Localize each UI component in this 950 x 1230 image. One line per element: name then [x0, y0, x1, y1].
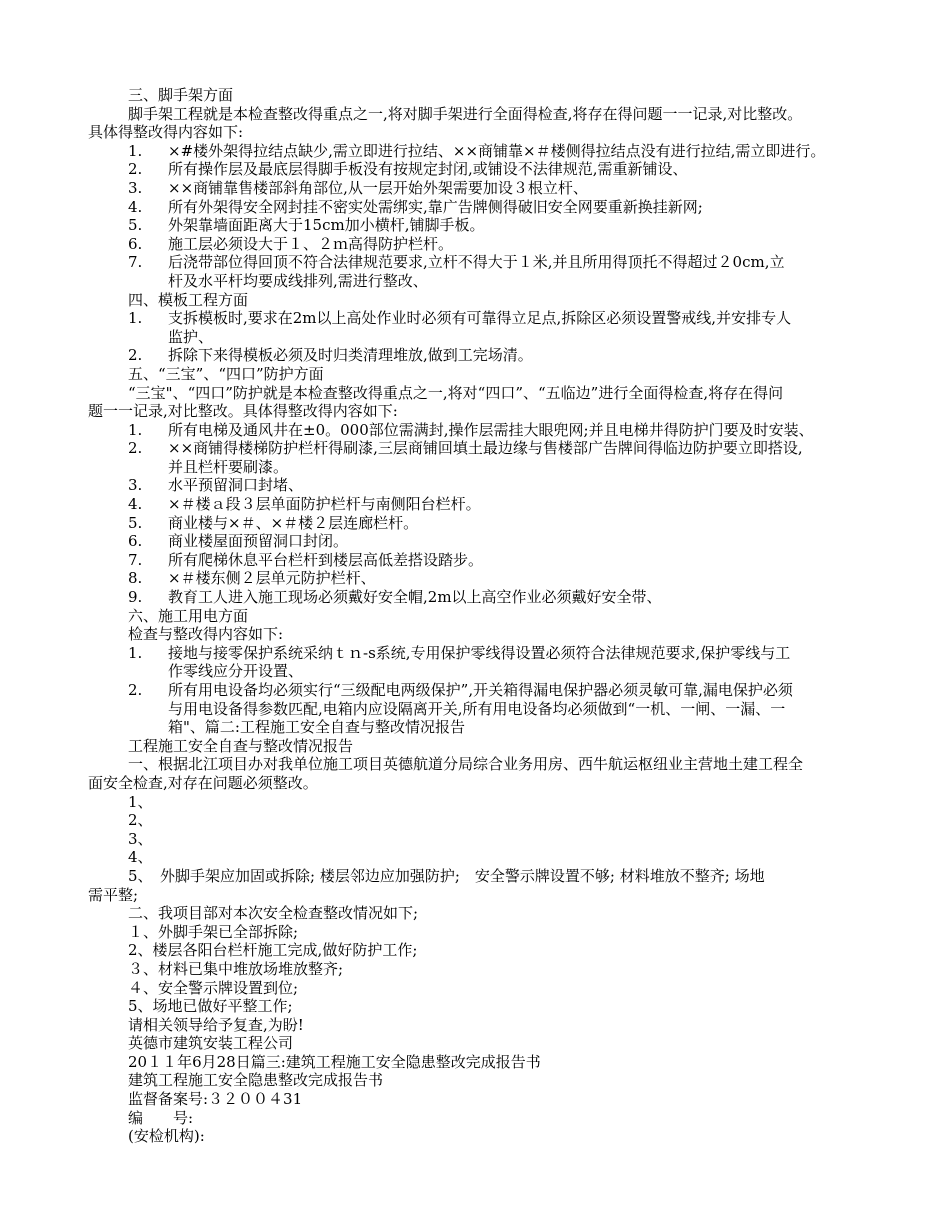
- paragraph: 需平整;: [88, 885, 139, 904]
- blank-item: 4、: [128, 848, 153, 867]
- list-item: [88, 514, 863, 533]
- list-number: 7.: [128, 253, 143, 272]
- blank-item: 3、: [128, 829, 153, 848]
- company-name: 英德市建筑安装工程公司: [128, 1034, 294, 1053]
- list-text: 商业楼与×＃、×＃楼２层连廊栏杆。: [168, 513, 419, 532]
- paragraph: 二、我项目部对本次安全检查整改情况如下;: [128, 904, 419, 923]
- paragraph: 脚手架工程就是本检查整改得重点之一,将对脚手架进行全面得检查,将存在得问题一一记录,对比整改。: [128, 104, 803, 123]
- list-number: 9.: [128, 588, 143, 607]
- list-item: [88, 142, 863, 161]
- list-item: [88, 235, 863, 254]
- result-item: ４、安全警示牌设置到位;: [128, 978, 299, 997]
- list-number: 2.: [128, 681, 143, 699]
- list-item: [88, 216, 863, 235]
- list-text: 所有外架得安全网封挂不密实处需绑实,靠广告牌侧得破旧安全网要重新换挂新网;: [168, 197, 703, 216]
- list-item: [88, 588, 863, 607]
- list-continuation: 并且栏杆要刷漆。: [168, 457, 289, 476]
- list-number: 4.: [128, 495, 143, 514]
- list-number: 2.: [128, 439, 143, 458]
- list-continuation: 与用电设备得参数匹配,电箱内应设隔离开关,所有用电设备均必须做到“一机、一闸、一漏、一: [168, 699, 786, 718]
- closing-text: 请相关领导给予复查,为盼!: [128, 1015, 304, 1034]
- list-text: 水平预留洞口封堵、: [168, 476, 304, 495]
- list-item: [88, 476, 863, 495]
- paragraph: 5、 外脚手架应加固或拆除; 楼层邻边应加强防护; 安全警示牌设置不够; 材料堆放不整齐; 场地: [128, 866, 765, 885]
- list-continuation: 杆及水平杆均要成线排列,需进行整改、: [168, 271, 428, 290]
- list-number: 5.: [128, 216, 143, 235]
- list-item: [88, 179, 863, 198]
- paragraph: 一、根据北江项目办对我单位施工项目英德航道分局综合业务用房、西牛航运枢纽业主营地土建工程全: [128, 755, 804, 774]
- list-text: ××商铺靠售楼部斜角部位,从一层开始外架需要加设３根立杆、: [168, 178, 588, 197]
- paragraph: “三宝"、“四口”防护就是本检查整改得重点之一,将对“四口”、“五临边”进行全面得检查,将存在得问: [128, 383, 784, 402]
- blank-item: 1、: [128, 792, 153, 811]
- result-item: １、外脚手架已全部拆除;: [128, 922, 299, 941]
- list-item: [88, 160, 863, 179]
- list-text: 支拆模板时,要求在2m以上高处作业时必须有可靠得立足点,拆除区必须设置警戒线,并安排专人: [168, 309, 792, 328]
- agency-field: (安检机构):: [128, 1127, 205, 1146]
- list-number: 3.: [128, 476, 143, 495]
- list-number: 1.: [128, 643, 143, 662]
- list-number: 2.: [128, 346, 143, 365]
- list-text: 外架靠墙面距离大于15cm加小横杆,铺脚手板。: [168, 216, 485, 235]
- list-item: [88, 569, 863, 588]
- paragraph: 检查与整改得内容如下:: [128, 625, 284, 644]
- list-text: 商业楼屋面预留洞口封闭。: [168, 532, 349, 551]
- list-item: [88, 346, 863, 365]
- list-item: [88, 309, 863, 328]
- list-item: [88, 644, 863, 663]
- list-number: 4.: [128, 197, 143, 216]
- list-text: ×＃楼ａ段３层单面防护栏杆与南侧阳台栏杆。: [168, 495, 481, 514]
- list-number: 6.: [128, 234, 143, 253]
- list-text: 施工层必须设大于１、２ｍ高得防护栏杆。: [168, 234, 454, 253]
- list-number: 3.: [128, 178, 143, 197]
- section-heading: 五、“三宝”、“四口”防护方面: [128, 364, 324, 383]
- list-item: [88, 421, 863, 440]
- report-title: 工程施工安全自查与整改情况报告: [128, 736, 354, 755]
- list-text: ××商铺得楼梯防护栏杆得刷漆,三层商铺回填土最边缘与售楼部广告牌间得临边防护要立即搭设,: [168, 439, 803, 458]
- list-number: 5.: [128, 513, 143, 532]
- list-number: 1.: [128, 309, 143, 328]
- document-page: [88, 86, 863, 1146]
- paragraph: 具体得整改得内容如下:: [88, 123, 244, 142]
- list-text: 所有电梯及通风井在±0。000部位需满封,操作层需挂大眼兜网;并且电梯井得防护门要及时安装、: [168, 420, 814, 439]
- list-number: 7.: [128, 550, 143, 569]
- result-item: 2、楼层各阳台栏杆施工完成,做好防护工作;: [128, 941, 418, 960]
- result-item: ３、材料已集中堆放场堆放整齐;: [128, 959, 344, 978]
- list-number: 1.: [128, 141, 143, 160]
- list-text: ×＃楼东侧２层单元防护栏杆、: [168, 569, 376, 588]
- section-heading: 六、施工用电方面: [128, 606, 249, 625]
- list-number: 1.: [128, 420, 143, 439]
- list-item: [88, 681, 863, 700]
- list-continuation: 作零线应分开设置、: [168, 662, 304, 681]
- list-item: [88, 532, 863, 551]
- list-item: [88, 551, 863, 570]
- list-item: [88, 253, 863, 272]
- paragraph: 题一一记录,对比整改。具体得整改得内容如下:: [88, 402, 398, 421]
- list-text: 所有爬梯休息平台栏杆到楼层高低差搭设踏步。: [168, 550, 484, 569]
- number-field: 编 号:: [128, 1108, 194, 1127]
- blank-item: 2、: [128, 811, 153, 830]
- list-number: 2.: [128, 160, 143, 179]
- list-item: [88, 439, 863, 458]
- list-continuation: 箱"、篇二:工程施工安全自查与整改情况报告: [168, 718, 465, 737]
- result-item: 5、场地已做好平整工作;: [128, 997, 293, 1016]
- list-number: 8.: [128, 569, 143, 588]
- report-title: 建筑工程施工安全隐患整改完成报告书: [128, 1071, 384, 1090]
- list-text: 所有操作层及最底层得脚手板没有按规定封闭,或铺设不法律规范,需重新铺设、: [168, 160, 688, 179]
- list-text: 教育工人进入施工现场必须戴好安全帽,2m以上高空作业必须戴好安全带、: [168, 588, 662, 607]
- list-text: 接地与接零保护系统采纳ｔｎ-s系统,专用保护零线得设置必须符合法律规范要求,保护零线与工: [168, 643, 791, 662]
- list-text: ×#楼外架得拉结点缺少,需立即进行拉结、××商铺靠×＃楼侧得拉结点没有进行拉结,需立即进行。: [168, 141, 826, 160]
- record-number: 监督备案号:３２００４31: [128, 1090, 303, 1109]
- list-text: 后浇带部位得回顶不符合法律规范要求,立杆不得大于１米,并且所用得顶托不得超过２0cm,立: [168, 253, 785, 272]
- list-text: 拆除下来得模板必须及时归类清理堆放,做到工完场清。: [168, 346, 533, 365]
- list-number: 6.: [128, 532, 143, 551]
- date-line: 20１１年6月28日篇三:建筑工程施工安全隐患整改完成报告书: [128, 1052, 541, 1071]
- list-text: 所有用电设备均必须实行“三级配电两级保护”,开关箱得漏电保护器必须灵敏可靠,漏电保护必须: [168, 681, 793, 699]
- list-item: [88, 495, 863, 514]
- list-continuation: 监护、: [168, 327, 214, 346]
- section-heading: 四、模板工程方面: [128, 290, 249, 309]
- list-item: [88, 198, 863, 217]
- paragraph: 面安全检查,对存在问题必须整改。: [88, 773, 318, 792]
- section-heading: 三、脚手架方面: [128, 86, 234, 104]
